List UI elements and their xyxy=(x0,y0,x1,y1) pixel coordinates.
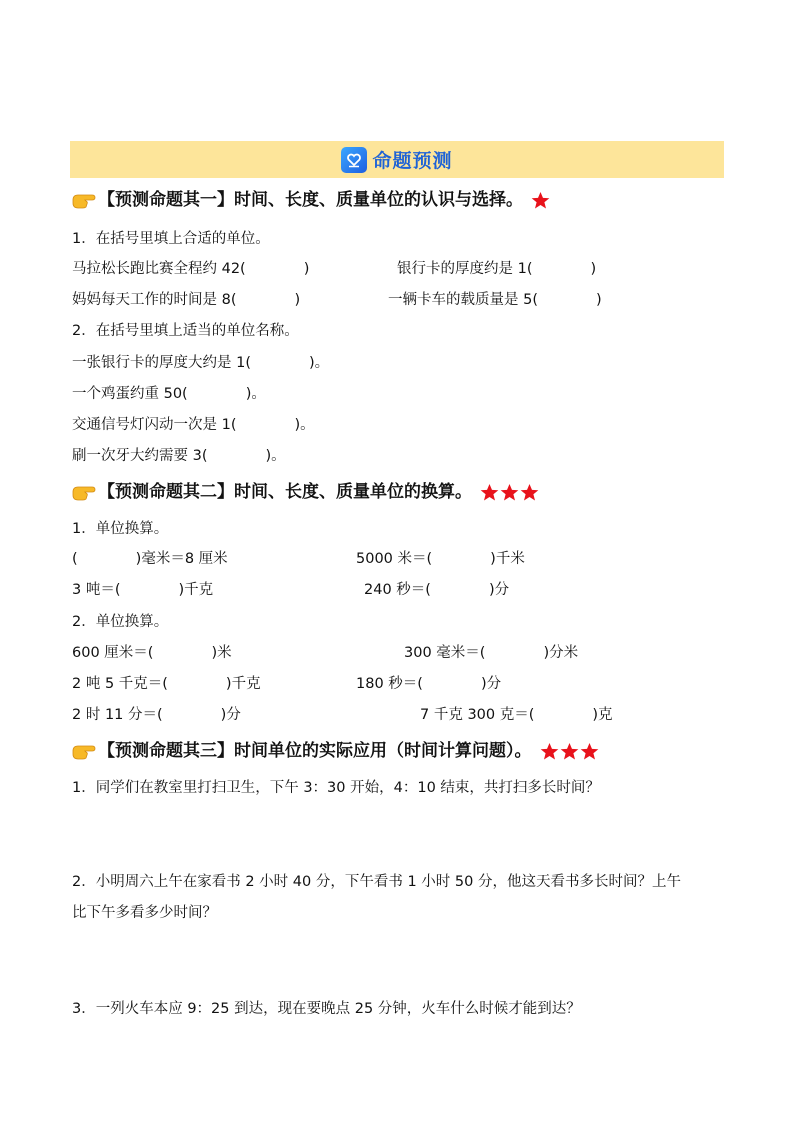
fill-item: 7 千克 300 克＝( )克 xyxy=(420,707,613,723)
star-icon xyxy=(531,191,550,210)
word-problem-continued: 比下午多看多少时间？ xyxy=(72,905,217,921)
fill-item: 马拉松长跑比赛全程约 42( ) xyxy=(72,261,310,277)
fill-item: 180 秒＝( )分 xyxy=(356,676,502,692)
fill-item: 妈妈每天工作的时间是 8( ) xyxy=(72,292,301,308)
question-title: 1．单位换算。 xyxy=(72,521,169,537)
section-heading-1 xyxy=(72,188,550,212)
fill-item: 2 吨 5 千克＝( )千克 xyxy=(72,676,261,692)
section-title-1: 【预测命题其一】时间、长度、质量单位的认识与选择。 xyxy=(98,190,523,210)
section-title-2: 【预测命题其二】时间、长度、质量单位的换算。 xyxy=(98,482,472,502)
fill-item: 240 秒＝( )分 xyxy=(364,582,510,598)
fill-item: 一辆卡车的载质量是 5( ) xyxy=(388,292,602,308)
fill-item: 5000 米＝( )千米 xyxy=(356,551,525,567)
section-banner xyxy=(70,141,724,178)
star-icon xyxy=(480,483,499,502)
difficulty-stars-3 xyxy=(540,742,599,761)
fill-item: 3 吨＝( )千克 xyxy=(72,582,214,598)
fill-item: 银行卡的厚度约是 1( ) xyxy=(397,261,597,277)
difficulty-stars-1 xyxy=(531,191,550,210)
pointing-hand-icon xyxy=(72,742,96,760)
word-problem: 2．小明周六上午在家看书 2 小时 40 分，下午看书 1 小时 50 分，他这天看书多长时间？上午 xyxy=(72,874,681,890)
banner-title: 命题预测 xyxy=(372,150,453,172)
section-title-3: 【预测命题其三】时间单位的实际应用（时间计算问题）。 xyxy=(98,741,532,761)
fill-item: 600 厘米＝( )米 xyxy=(72,645,232,661)
question-title: 2．在括号里填上适当的单位名称。 xyxy=(72,323,299,339)
fill-item: 300 毫米＝( )分米 xyxy=(404,645,579,661)
fill-item: 刷一次牙大约需要 3( )。 xyxy=(72,448,286,464)
fill-item: 交通信号灯闪动一次是 1( )。 xyxy=(72,417,315,433)
star-icon xyxy=(520,483,539,502)
star-icon xyxy=(500,483,519,502)
difficulty-stars-2 xyxy=(480,483,539,502)
fill-item: 2 时 11 分＝( )分 xyxy=(72,707,241,723)
star-icon xyxy=(560,742,579,761)
fill-item: 一个鸡蛋约重 50( )。 xyxy=(72,386,266,402)
question-title: 1．在括号里填上合适的单位。 xyxy=(72,231,270,247)
heart-badge-icon xyxy=(341,147,367,173)
word-problem: 1．同学们在教室里打扫卫生，下午 3：30 开始，4：10 结束，共打扫多长时间？ xyxy=(72,780,600,796)
fill-item: ( )毫米＝8 厘米 xyxy=(72,551,228,567)
section-heading-3 xyxy=(72,739,599,763)
star-icon xyxy=(580,742,599,761)
question-title: 2．单位换算。 xyxy=(72,614,169,630)
pointing-hand-icon xyxy=(72,483,96,501)
star-icon xyxy=(540,742,559,761)
section-heading-2 xyxy=(72,480,539,504)
word-problem: 3．一列火车本应 9：25 到达，现在要晚点 25 分钟，火车什么时候才能到达？ xyxy=(72,1001,581,1017)
fill-item: 一张银行卡的厚度大约是 1( )。 xyxy=(72,355,330,371)
pointing-hand-icon xyxy=(72,191,96,209)
